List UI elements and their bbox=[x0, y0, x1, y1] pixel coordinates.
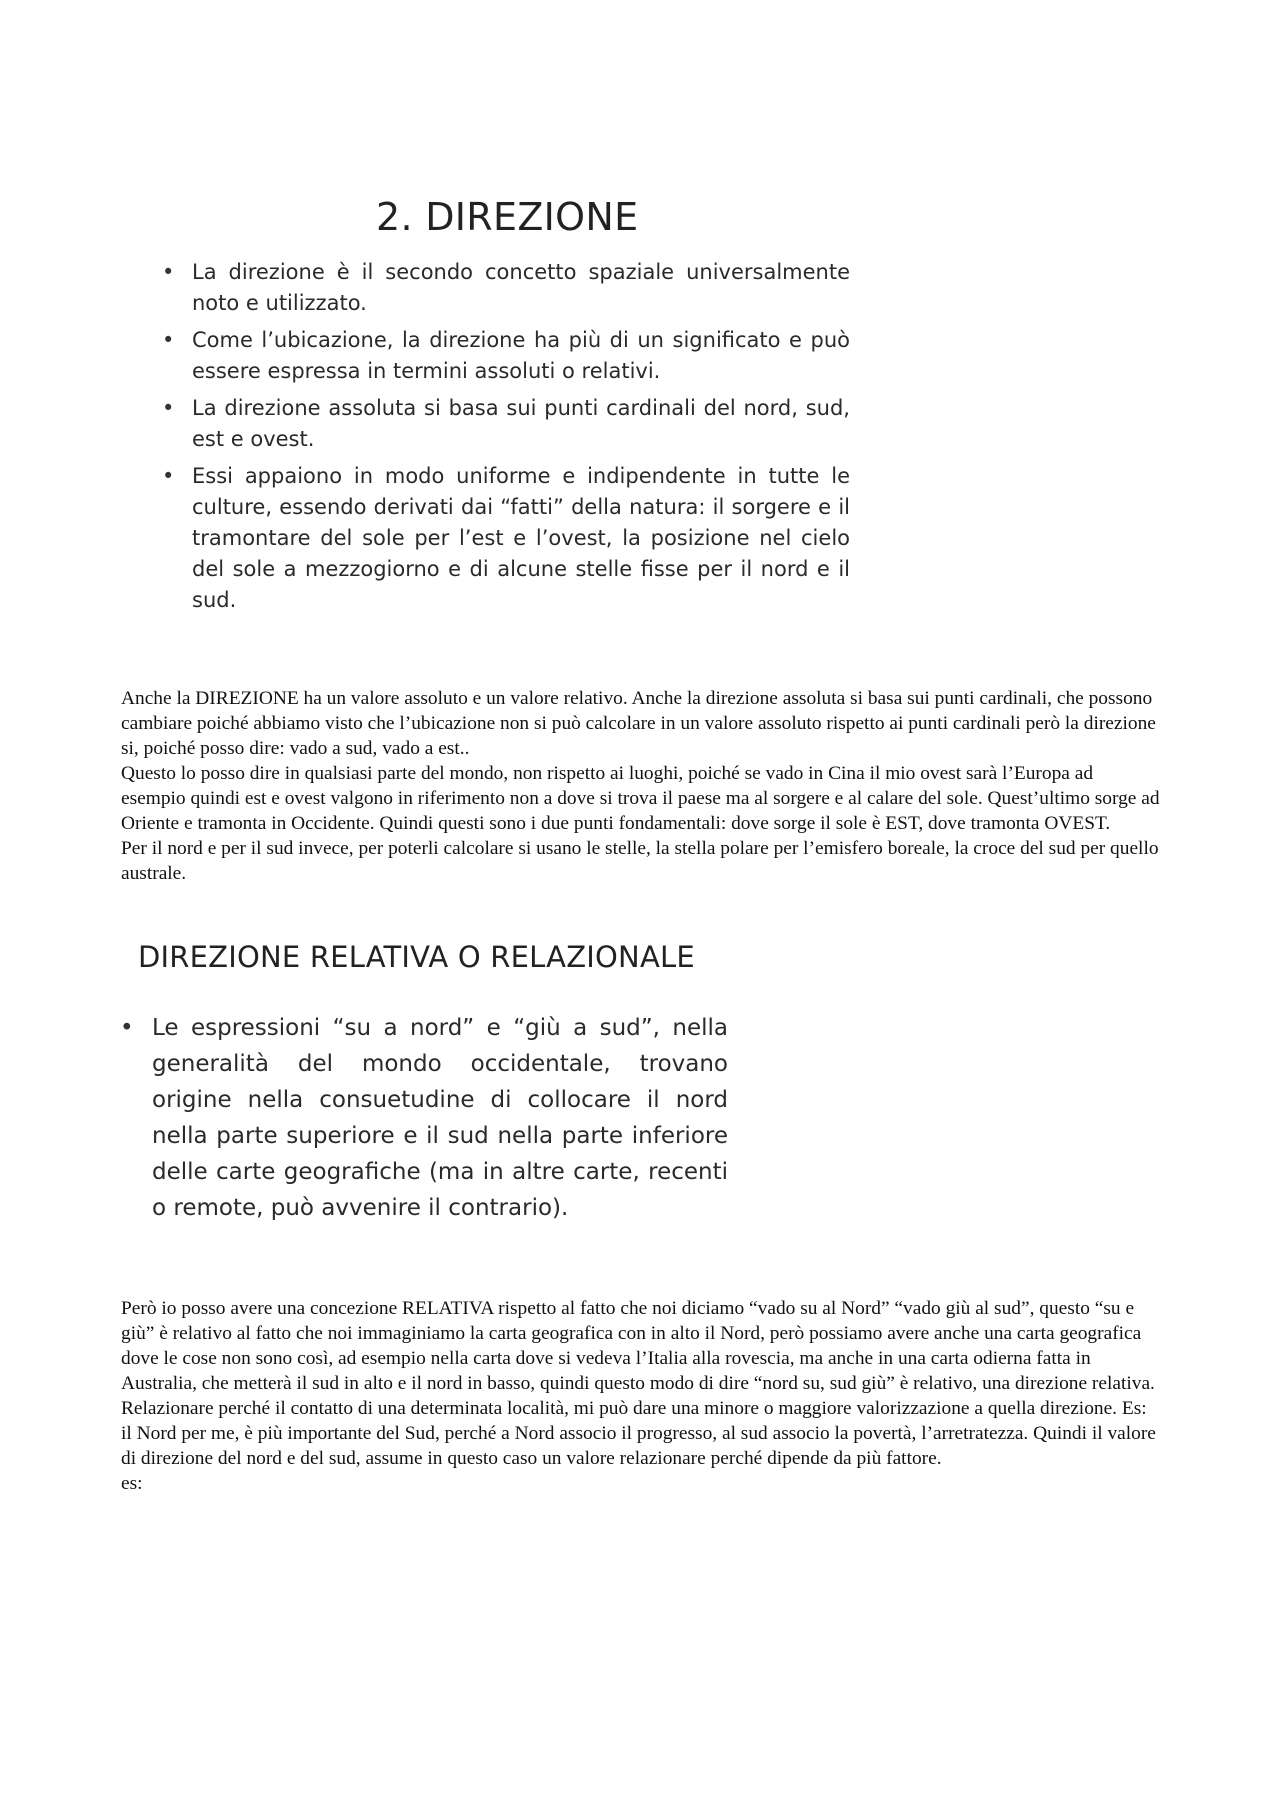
slide-bullet: • Le espressioni “su a nord” e “giù a sud”, nella generalità del mondo occidentale, trovano origine nella consuetudine di collocare il nord nella parte superiore e il sud nella parte inferiore delle carte geografiche (ma in altre carte, recenti o remote, può avvenire il contrario). bbox=[118, 1010, 728, 1226]
paragraph: Però io posso avere una concezione RELATIVA rispetto al fatto che noi diciamo “vado su al Nord” “vado giù al sud”, questo “su e giù” è relativo al fatto che noi immaginiamo la carta geografica con in alto il Nord, però possiamo avere anche una carta geografica dove le cose non sono così, ad esempio nella carta dove si vedeva l’Italia alla rovescia, ma anche in una carta odierna fatta in Australia, che metterà il sud in alto e il nord in basso, quindi questo modo di dire “nord su, sud giù” è relativo, una direzione relativa. bbox=[121, 1298, 1155, 1394]
slide-bullet-list bbox=[118, 1010, 728, 1226]
body-text-section-2 bbox=[121, 1296, 1161, 1496]
paragraph: es: bbox=[121, 1473, 143, 1494]
slide-image-direzione-relativa bbox=[118, 940, 728, 1232]
slide-title: 2. DIREZIONE bbox=[376, 195, 639, 239]
slide-image-direzione bbox=[160, 195, 850, 622]
paragraph: Anche la DIREZIONE ha un valore assoluto e un valore relativo. Anche la direzione assoluta si basa sui punti cardinali, che possono cambiare poiché abbiamo visto che l’ubicazione non si può calcolare in un valore assoluto rispetto ai punti cardinali però la direzione si, poiché posso dire: vado a sud, vado a est.. bbox=[121, 688, 1156, 759]
body-text-section-1 bbox=[121, 686, 1161, 886]
paragraph: Relazionare perché il contatto di una determinata località, mi può dare una minore o maggiore valorizzazione a quella direzione. Es: il Nord per me, è più importante del Sud, perché a Nord associo il progresso, al sud associo la povertà, l’arretratezza. Quindi il valore di direzione del nord e del sud, assume in questo caso un valore relazionare perché dipende da più fattore. bbox=[121, 1398, 1156, 1469]
slide-bullet: • La direzione assoluta si basa sui punti cardinali del nord, sud, est e ovest. bbox=[160, 393, 850, 455]
slide-title: DIREZIONE RELATIVA O RELAZIONALE bbox=[138, 940, 695, 974]
paragraph: Per il nord e per il sud invece, per poterli calcolare si usano le stelle, la stella polare per l’emisfero boreale, la croce del sud per quello australe. bbox=[121, 838, 1159, 884]
slide-bullet: • Come l’ubicazione, la direzione ha più di un significato e può essere espressa in termini assoluti o relativi. bbox=[160, 325, 850, 387]
paragraph: Questo lo posso dire in qualsiasi parte del mondo, non rispetto ai luoghi, poiché se vado in Cina il mio ovest sarà l’Europa ad esempio quindi est e ovest valgono in riferimento non a dove si trova il paese ma al sorgere e al calare del sole. Quest’ultimo sorge ad Oriente e tramonta in Occidente. Quindi questi sono i due punti fondamentali: dove sorge il sole è EST, dove tramonta OVEST. bbox=[121, 763, 1160, 834]
slide-bullet: • Essi appaiono in modo uniforme e indipendente in tutte le culture, essendo derivati dai “fatti” della natura: il sorgere e il tramontare del sole per l’est e l’ovest, la posizione nel cielo del sole a mezzogiorno e di alcune stelle fisse per il nord e il sud. bbox=[160, 461, 850, 616]
slide-bullet-list bbox=[160, 257, 850, 616]
slide-bullet: • La direzione è il secondo concetto spaziale universalmente noto e utilizzato. bbox=[160, 257, 850, 319]
